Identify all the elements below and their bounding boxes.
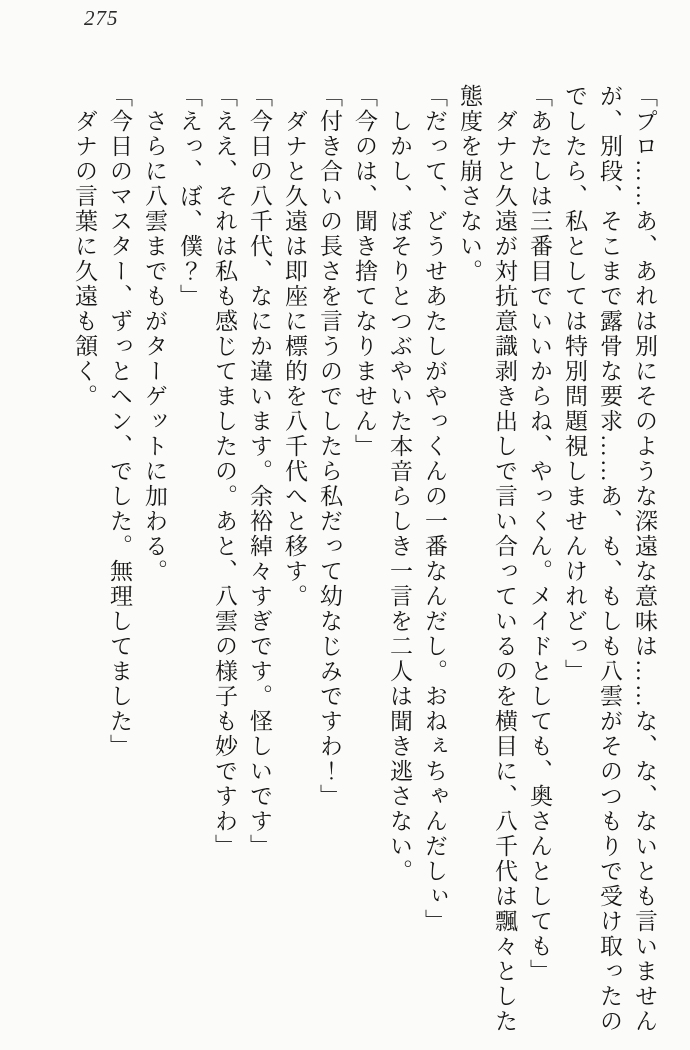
paragraph-dialogue: 「ええ、それは私も感じてましたの。あと、八雲の様子も妙ですわ」 (212, 84, 237, 859)
paragraph-narration: ダナと久遠が対抗意識剥き出しで言い合っているのを横目に、八千代は飄々とした態度を崩さない。 (457, 84, 517, 1034)
page-number: 275 (84, 6, 119, 30)
paragraph-narration: しかし、ぼそりとつぶやいた本音らしき一言を二人は聞き逃さない。 (387, 109, 412, 884)
paragraph-narration: ダナと久遠は即座に標的を八千代へと移す。 (282, 109, 307, 609)
paragraph-narration: ダナの言葉に久遠も頷く。 (72, 109, 97, 409)
paragraph-dialogue: 「今日のマスター、ずっとヘン、でした。無理してました」 (107, 84, 132, 759)
paragraph-dialogue: 「だって、どうせあたしがやっくんの一番なんだし。おねぇちゃんだしぃ」 (422, 84, 447, 934)
paragraph-dialogue: 「あたしは三番目でいいからね、やっくん。メイドとしても、奥さんとしても」 (527, 84, 552, 984)
paragraph-dialogue: 「今日の八千代、なにか違います。余裕綽々すぎです。怪しいです」 (247, 84, 272, 859)
vertical-text-block (67, 84, 662, 1038)
paragraph-dialogue: 「プロ……あ、あれは別にそのような深遠な意味は……な、な、ないとも言いませんが、別段、そこまで露骨な要求……あ、も、もしも八雲がそのつもりで受け取ったのでしたら、私としては特別問題視しませんけれどっ」 (562, 84, 657, 1034)
paragraph-dialogue: 「今のは、聞き捨てなりません」 (352, 84, 377, 459)
paragraph-dialogue: 「えっ、ぼ、僕？」 (177, 84, 202, 309)
paragraph-dialogue: 「付き合いの長さを言うのでしたら私だって幼なじみですわ！」 (317, 84, 342, 809)
paragraph-narration: さらに八雲までもがターゲットに加わる。 (142, 109, 167, 584)
